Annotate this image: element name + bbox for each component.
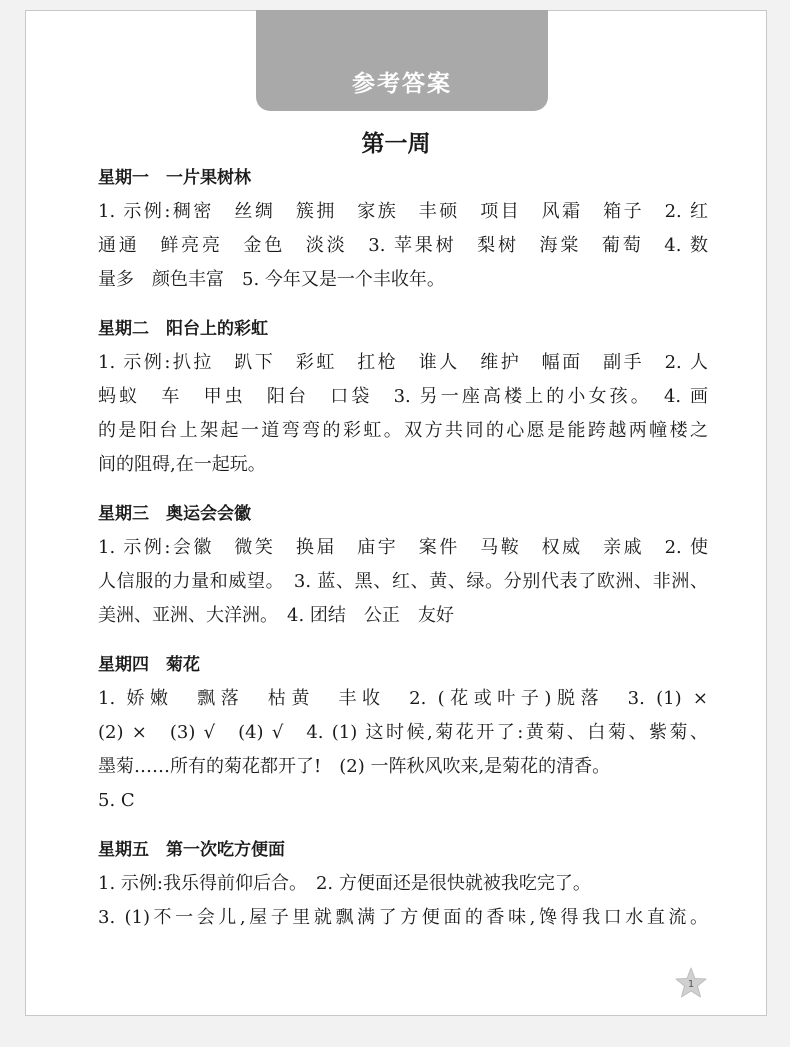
answer-line: 通通 鲜亮亮 金色 淡淡 3. 苹果树 梨树 海棠 葡萄 4. 数 xyxy=(98,235,708,256)
answer-line: 1. 示例:我乐得前仰后合。 2. 方便面还是很快就被我吃完了。 xyxy=(98,873,591,894)
answer-line: (2) × (3) √ (4) √ 4. (1) 这时候,菊花开了:黄菊、白菊、紫菊、 xyxy=(98,722,708,743)
section-heading: 星期五 第一次吃方便面 xyxy=(98,840,285,860)
section-heading: 星期一 一片果树林 xyxy=(98,168,251,188)
section-wednesday xyxy=(98,497,708,633)
week-title: 第一周 xyxy=(361,131,431,157)
section-heading: 星期三 奥运会会徽 xyxy=(98,504,251,524)
answer-line: 1. 娇嫩 飘落 枯黄 丰收 2. (花或叶子)脱落 3. (1) × xyxy=(98,688,708,709)
section-thursday xyxy=(98,648,708,818)
answer-line: 美洲、亚洲、大洋洲。 4. 团结 公正 友好 xyxy=(98,605,454,626)
section-tuesday xyxy=(98,312,708,482)
answer-line: 量多 颜色丰富 5. 今年又是一个丰收年。 xyxy=(98,269,445,290)
answer-line: 人信服的力量和威望。 3. 蓝、黑、红、黄、绿。分别代表了欧洲、非洲、 xyxy=(98,571,708,592)
section-friday xyxy=(98,833,708,935)
answer-line: 1. 示例:会徽 微笑 换届 庙宇 案件 马鞍 权威 亲戚 2. 使 xyxy=(98,537,708,558)
banner-title: 参考答案 xyxy=(352,70,452,97)
answer-line: 间的阻碍,在一起玩。 xyxy=(98,454,266,475)
answer-banner xyxy=(256,10,548,111)
answer-line: 3. (1)不一会儿,屋子里就飘满了方便面的香味,馋得我口水直流。 xyxy=(98,907,708,928)
answer-content xyxy=(98,161,708,950)
answer-line: 1. 示例:稠密 丝绸 簇拥 家族 丰硕 项目 风霜 箱子 2. 红 xyxy=(98,201,708,222)
answer-page xyxy=(25,10,767,1016)
page-number: 1 xyxy=(687,979,695,990)
answer-line: 墨菊……所有的菊花都开了! (2) 一阵秋风吹来,是菊花的清香。 xyxy=(98,756,611,777)
answer-line: 蚂蚁 车 甲虫 阳台 口袋 3. 另一座高楼上的小女孩。 4. 画 xyxy=(98,386,708,407)
answer-line: 5. C xyxy=(98,790,135,811)
section-monday xyxy=(98,161,708,297)
section-heading: 星期二 阳台上的彩虹 xyxy=(98,319,268,339)
answer-line: 1. 示例:扒拉 趴下 彩虹 扛枪 谁人 维护 幅面 副手 2. 人 xyxy=(98,352,708,373)
answer-line: 的是阳台上架起一道弯弯的彩虹。双方共同的心愿是能跨越两幢楼之 xyxy=(98,420,708,441)
page-number-star xyxy=(674,966,708,1000)
section-heading: 星期四 菊花 xyxy=(98,655,200,675)
